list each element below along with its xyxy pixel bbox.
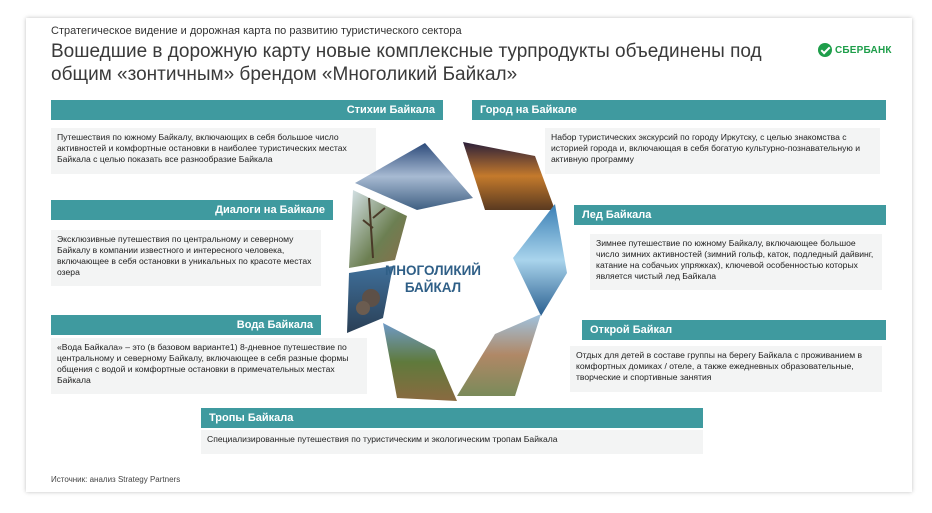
sberbank-logo-icon — [818, 43, 832, 57]
photo-led — [513, 204, 567, 316]
product-desc-otkroi: Отдых для детей в составе группы на берегу Байкала с проживанием в комфортных домиках / отеле, а также ежедневных образовательные, творческие и спортивные занятия — [570, 346, 882, 392]
product-title-dialogi: Диалоги на Байкале — [51, 200, 333, 220]
photo-gorod — [463, 142, 555, 210]
slide-subtitle: Стратегическое видение и дорожная карта по развитию туристического сектора — [51, 25, 462, 37]
product-desc-voda: «Вода Байкала» – это (в базовом варианте1) 8-дневное путешествие по центральному и северному Байкалу, включающее в себя разные формы общения с водой и комфортные остановки в примечательных местах Байкала — [51, 338, 367, 394]
product-title-tropy: Тропы Байкала — [201, 408, 703, 428]
product-desc-gorod: Набор туристических экскурсий по городу Иркутску, с целью знакомства с историей города и, включающая в себя богатую культурно-познавательную и активную программу — [545, 128, 880, 174]
center-line-2: БАЙКАЛ — [404, 280, 462, 295]
product-desc-dialogi: Эксклюзивные путешествия по центральному и северному Байкалу в компании известного и интересного человека, включающее в себя остановки в уникальных по красоте местах озера — [51, 230, 321, 286]
sberbank-logo — [818, 43, 892, 57]
product-desc-stikhii: Путешествия по южному Байкалу, включающих в себя большое число активностей и комфортные остановки в наиболее туристических местах Байкала с целью показать все разнообразие Байкала — [51, 128, 376, 174]
product-title-voda: Вода Байкала — [51, 315, 321, 335]
source-note: Источник: анализ Strategy Partners — [51, 475, 181, 484]
slide-title: Вошедшие в дорожную карту новые комплексные турпродукты объединены под общим «зонтичным» брендом «Многоликий Байкал» — [51, 41, 762, 85]
product-title-stikhii: Стихии Байкала — [51, 100, 443, 120]
product-title-gorod: Город на Байкале — [472, 100, 886, 120]
product-desc-led: Зимнее путешествие по южному Байкалу, включающее большое число зимних активностей (зимний гольф, каток, подледный дайвинг, катание на собачьих упряжках), ключевой особенностью которых является чистый лед Байкала — [590, 234, 882, 290]
product-title-led: Лед Байкала — [574, 205, 886, 225]
logo-text: СБЕРБАНК — [835, 44, 892, 56]
product-desc-tropy: Специализированные путешествия по туристическим и экологическим тропам Байкала — [201, 430, 703, 454]
center-line-1: МНОГОЛИКИЙ — [385, 263, 481, 278]
product-title-otkroi: Открой Байкал — [582, 320, 886, 340]
seal-shape-icon — [356, 301, 370, 315]
photo-otkroi — [457, 314, 541, 396]
photo-tropy — [383, 323, 457, 401]
center-brand-label — [378, 262, 488, 296]
